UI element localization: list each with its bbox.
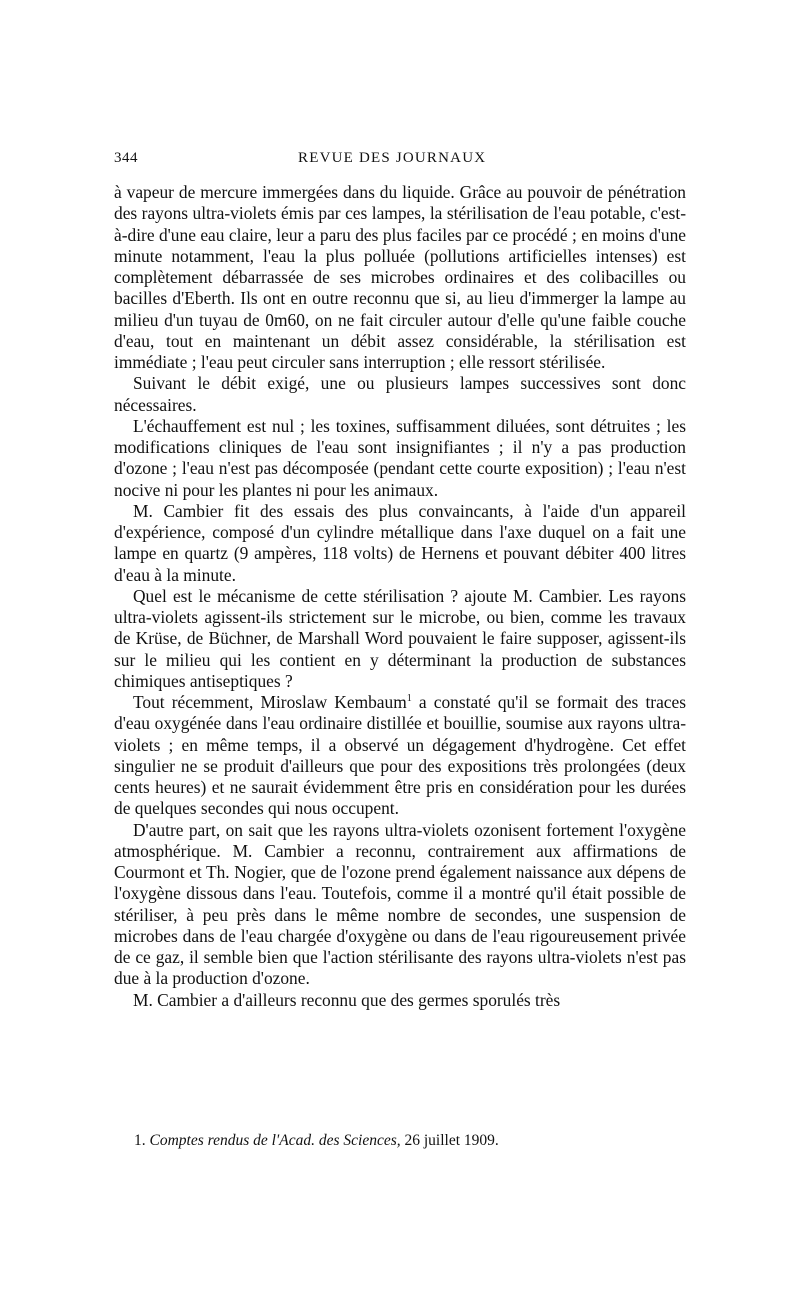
paragraph-3: L'échauffement est nul ; les toxines, suffisamment diluées, sont détruites ; les modifications cliniques de l'eau sont insignifiantes ; il n'y a pas production d'ozone ; l'eau n'est pas décomposée (pendant cette courte exposition) ; l'eau n'est nocive ni pour les plantes ni pour les animaux.: [114, 415, 686, 500]
paragraph-6-rest: a constaté qu'il se formait des traces d'eau oxygénée dans l'eau ordinaire distillée et bouillie, soumise aux rayons ultra-violets ; en même temps, il a observé un dégagement d'hydrogène. Cet effet singulier ne se produit d'ailleurs que pour des expositions très prolongées (deux cents heures) et ne saurait évidemment être pris en considération pour les durées de quelques secondes qui nous occupent.: [114, 692, 686, 819]
page-header: [114, 150, 688, 174]
paragraph-7: D'autre part, on sait que les rayons ultra-violets ozonisent fortement l'oxygène atmosphérique. M. Cambier a reconnu, contrairement aux affirmations de Courmont et Th. Nogier, que de l'ozone prend également naissance aux dépens de l'oxygène dissous dans l'eau. Toutefois, comme il a montré qu'il était possible de stériliser, à peu près dans le même nombre de secondes, une suspension de microbes dans de l'eau chargée d'oxygène ou dans de l'eau rigoureusement privée de ce gaz, il semble bien que l'action stérilisante des rayons ultra-violets n'est pas due à la production d'ozone.: [114, 819, 686, 989]
body-text: [114, 182, 686, 1011]
paragraph-2: Suivant le débit exigé, une ou plusieurs lampes successives sont donc nécessaires.: [114, 373, 686, 415]
page-number: 344: [114, 150, 138, 166]
paragraph-8: M. Cambier a d'ailleurs reconnu que des germes sporulés très: [133, 989, 561, 1010]
paragraph-6-start: Tout récemment, Miroslaw Kembaum: [133, 692, 407, 712]
footnote-number: 1.: [134, 1132, 146, 1149]
footnote-reference: 1: [406, 693, 412, 705]
footnote-source: Comptes rendus de l'Acad. des Sciences,: [149, 1132, 401, 1149]
paragraph-4: M. Cambier fit des essais des plus convaincants, à l'aide d'un appareil d'expérience, composé d'un cylindre métallique dans l'axe duquel on a fait une lampe en quartz (9 ampères, 118 volts) de Hernens et pouvant débiter 400 litres d'eau à la minute.: [114, 500, 686, 585]
running-title: REVUE DES JOURNAUX: [298, 150, 487, 166]
footnote-date: 26 juillet 1909.: [400, 1132, 499, 1149]
paragraph-1: à vapeur de mercure immergées dans du liquide. Grâce au pouvoir de pénétration des rayons ultra-violets émis par ces lampes, la stérilisation de l'eau potable, c'est-à-dire d'une eau claire, leur a paru des plus faciles par ce procédé ; en moins d'une minute notamment, l'eau la plus polluée (pollutions artificielles intenses) est complètement débarrassée de ses microbes ordinaires et des colibacilles ou bacilles d'Eberth. Ils ont en outre reconnu que si, au lieu d'immerger la lampe au milieu d'un tuyau de 0m60, on ne fait circuler autour d'elle qu'une faible couche d'eau, tout en maintenant un débit assez considérable, la stérilisation est immédiate ; l'eau peut circuler sans interruption ; elle ressort stérilisée.: [114, 182, 686, 372]
paragraph-6: [114, 692, 686, 820]
paragraph-5: Quel est le mécanisme de cette stérilisation ? ajoute M. Cambier. Les rayons ultra-violets agissent-ils strictement sur le microbe, ou bien, comme les travaux de Krüse, de Büchner, de Marshall Word pouvaient le faire supposer, agissent-ils sur le milieu qui les contient en y déterminant la production de substances chimiques antiseptiques ?: [114, 585, 686, 691]
footnote: [134, 1131, 674, 1151]
